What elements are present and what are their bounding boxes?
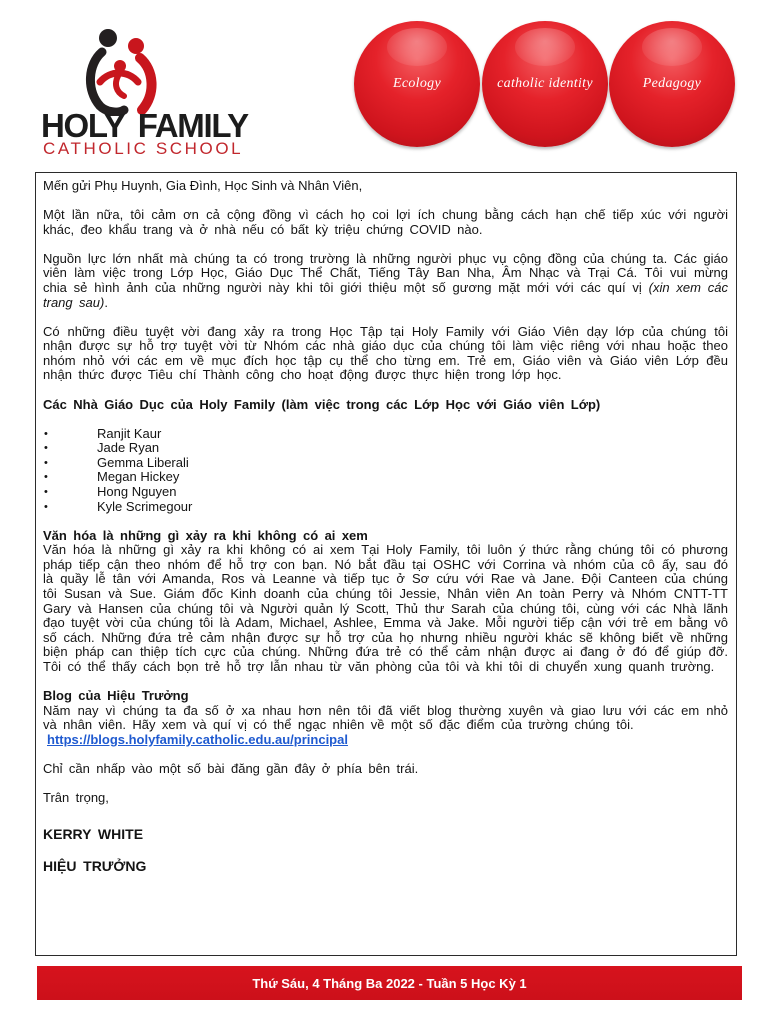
- footer-date: Thứ Sáu, 4 Tháng Ba 2022 - Tuần 5 Học Kỳ 1: [252, 975, 527, 991]
- list-item: [43, 500, 728, 515]
- educator-name: Kyle Scrimegour: [97, 498, 193, 514]
- resources-end: .: [104, 294, 108, 310]
- family-figure-icon: [78, 24, 170, 116]
- pillar-circle-ecology: [354, 21, 480, 147]
- bullet-icon: •: [44, 486, 48, 498]
- bullet-icon: •: [44, 442, 48, 455]
- logo-red-figure-body: [140, 58, 152, 110]
- logo-red-head: [128, 38, 144, 54]
- blog-paragraph: Năm nay vì chúng ta đa số ở xa nhau hơn nên tôi đã viết blog thường xuyên và giao lưu với các em nhỏ và nhân viên. Hãy xem và quí vị có thể ngạc nhiên về một số đặc điểm của trường chúng tôi.: [43, 702, 728, 733]
- bullet-icon: •: [44, 471, 48, 484]
- pillar-circle-pedagogy: [609, 21, 735, 147]
- list-item: [43, 441, 728, 456]
- educator-name: Hong Nguyen: [97, 484, 177, 499]
- intro-paragraph: Một lần nữa, tôi cảm ơn cả cộng đồng vì cách họ coi lợi ích chung bằng cách hạn chế tiếp xúc với người khác, đeo khẩu trang và ở nhà nếu có bất kỳ triệu chứng COVID nào.: [43, 207, 728, 237]
- logo-school-name: HOLY FAMILY: [41, 107, 248, 144]
- principal-blog-link[interactable]: https://blogs.holyfamily.catholic.edu.au/principal: [47, 731, 348, 747]
- educators-heading: Các Nhà Giáo Dục của Holy Family (làm việc trong các Lớp Học với Giáo viên Lớp): [43, 396, 601, 412]
- list-item: [43, 470, 728, 485]
- letter-box: [35, 172, 737, 956]
- signature-name: KERRY WHITE: [43, 825, 144, 842]
- educator-name: Megan Hickey: [97, 469, 180, 485]
- footer-bar: [37, 966, 742, 1000]
- blog-heading: Blog của Hiệu Trưởng: [43, 688, 189, 704]
- list-item: [43, 456, 728, 471]
- logo-child-body: [116, 76, 124, 96]
- list-item: [43, 427, 728, 442]
- culture-paragraph: Văn hóa là những gì xảy ra khi không có ai xem Tại Holy Family, tôi luôn ý thức rằng chúng tôi có phương pháp tiếp cận theo nhóm để hỗ trợ con bạn. Nó bắt đầu tại OSHC với Corrina và nhóm của cô ấy, sau đó là quầy lễ tân với Amanda, Ros và Leanne và tiếp tục ở Sơ cứu với Rae và Jane. Đội Canteen của chúng tôi Susan và Sue. Giám đốc Kinh doanh của chúng tôi Jessie, Nhân viên An toàn Perry và Nhóm CNTT-TT Gary và Hansen của chúng tôi và Người quản lý Scott, Thủ thư Sarah của chúng tôi, cùng với các Nhà lãnh đạo tuyệt vời của chúng tôi là Adam, Michael, Ashlee, Emma và Jake. Mỗi người tiếp cận với trẻ em bằng vô số cách. Những đứa trẻ cảm nhận được sự hỗ trợ của họ nhưng nhiều người khác sẽ không biết về những biện pháp can thiệp tích cực của chúng. Những đứa trẻ có thể cảm nhận được ai đang ở đó để giúp đỡ. Tôi có thể thấy cách bọn trẻ hỗ trợ lẫn nhau từ văn phòng của tôi và khi tôi di chuyển xung quanh trường.: [43, 542, 728, 675]
- culture-heading: Văn hóa là những gì xảy ra khi không có ai xem: [43, 527, 368, 543]
- logo-tagline: CATHOLIC SCHOOL: [43, 139, 244, 158]
- pillar-label: catholic identity: [497, 76, 593, 91]
- educator-name: Ranjit Kaur: [97, 425, 162, 441]
- resources-paragraph: [43, 252, 728, 310]
- pillar-circle-catholic-identity: [482, 21, 608, 147]
- learning-paragraph: Có những điều tuyệt vời đang xảy ra trong Học Tập tại Holy Family với Giáo Viên dạy lớp của chúng tôi nhận được sự hỗ trợ tuyệt vời từ Nhóm các nhà giáo dục của chúng tôi làm việc riêng với nhau hoặc theo nhóm nhỏ với các em về mục đích học tập cụ thể cho từng em. Trẻ em, Giáo viên và Giáo viên Lớp đều nhận thức được Tiêu chí Thành công cho hoạt động được thực hiện trong lớp học.: [43, 323, 728, 383]
- resources-text: Nguồn lực lớn nhất mà chúng ta có trong trường là những người phục vụ cộng đồng của chúng ta. Các giáo viên làm việc trong Lớp Học, Giáo Dục Thể Chất, Tiếng Tây Ban Nha, Âm Nhạc và Trại Cá. Tôi vui mừng chia sẻ hình ảnh của những người này khi tôi giới thiệu một số gương mặt mới với các quí vị: [43, 250, 728, 295]
- blog-link-line: [43, 733, 728, 748]
- click-note: Chỉ cần nhấp vào một số bài đăng gần đây ở phía bên trái.: [43, 761, 419, 776]
- closing-line: Trân trọng,: [43, 790, 109, 806]
- pillar-label: Ecology: [393, 76, 441, 91]
- resources-italic-note: (xin xem các trang sau): [43, 279, 728, 310]
- signature-title: HIỆU TRƯỞNG: [43, 858, 147, 875]
- letter-greeting: Mến gửi Phụ Huynh, Gia Đình, Học Sinh và Nhân Viên,: [43, 178, 363, 193]
- educator-name: Jade Ryan: [97, 440, 160, 456]
- educator-list: [43, 427, 728, 515]
- bullet-icon: •: [44, 456, 48, 469]
- logo-dark-head: [99, 29, 117, 47]
- list-item: [43, 485, 728, 500]
- educator-name: Gemma Liberali: [97, 454, 189, 470]
- pillar-label: Pedagogy: [642, 76, 702, 91]
- bullet-icon: •: [44, 427, 48, 440]
- logo-child-head: [114, 60, 126, 72]
- bullet-icon: •: [44, 500, 48, 513]
